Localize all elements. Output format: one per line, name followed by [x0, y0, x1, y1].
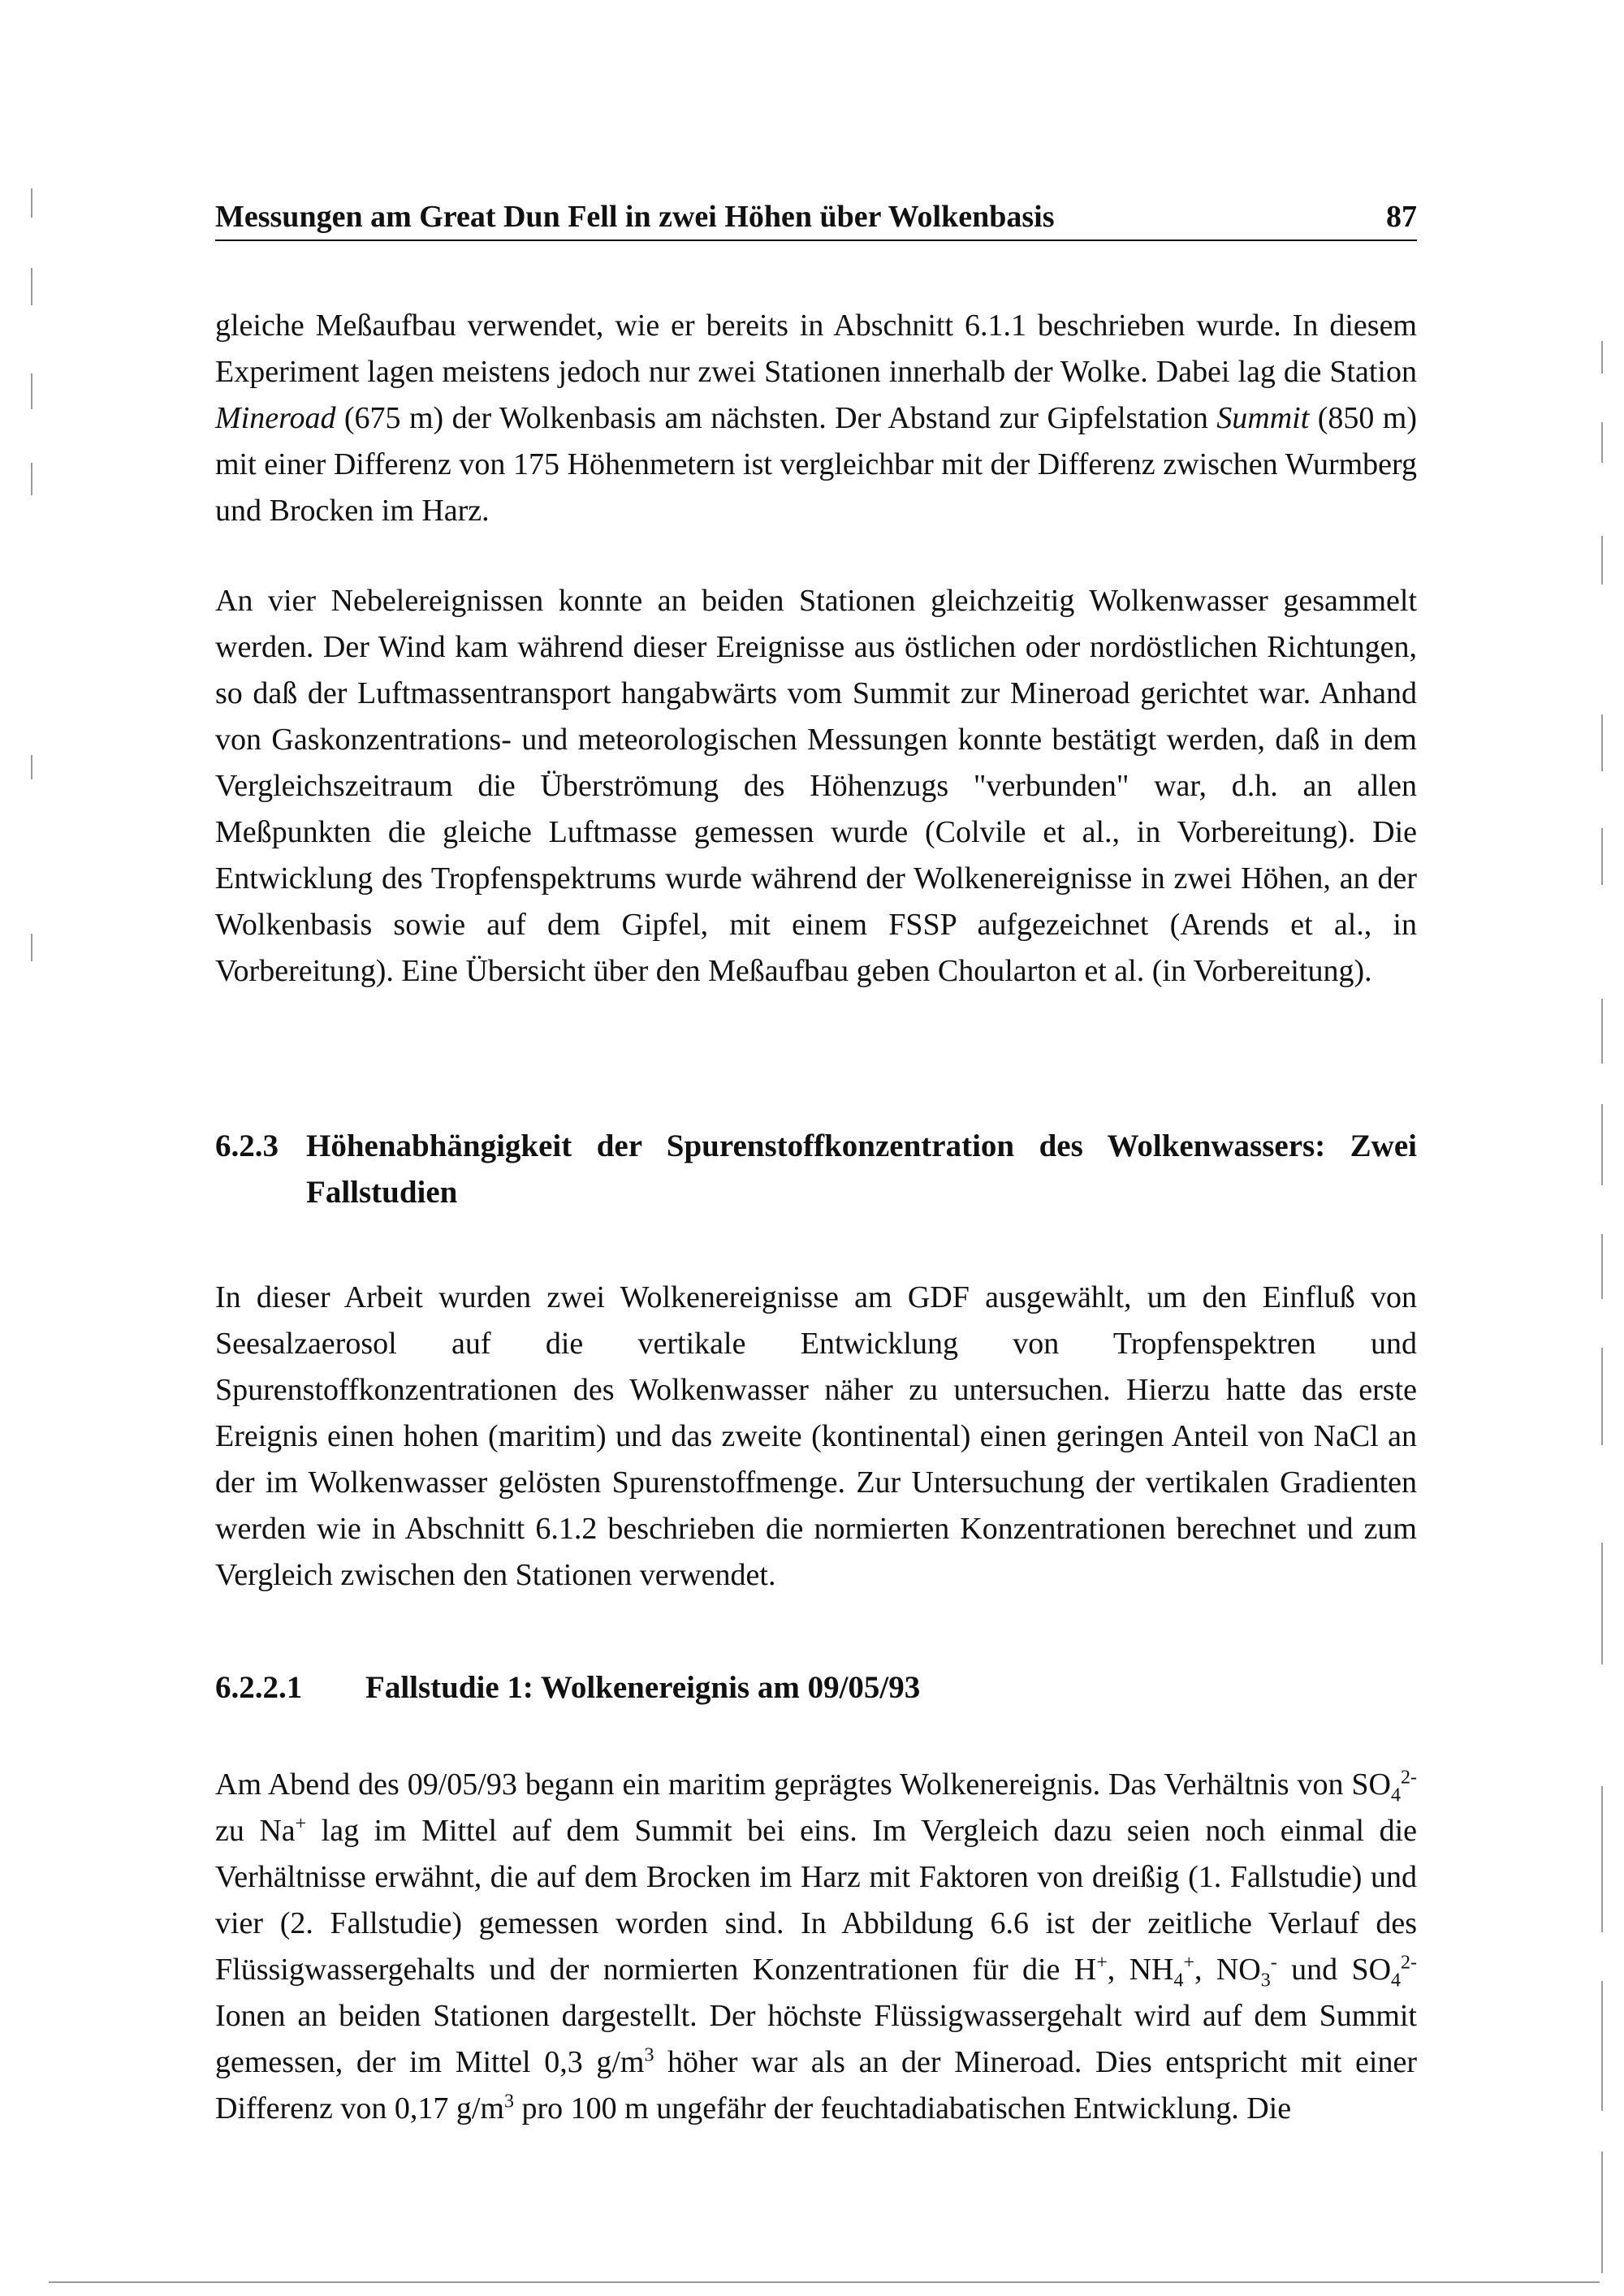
section-number: 6.2.3 — [215, 1129, 279, 1163]
paragraph-1-text-a: gleiche Meßaufbau verwendet, wie er bereits in Abschnitt 6.1.1 beschrieben wurde. In diesem Experiment lagen meistens jedoch nur zwei Stationen innerhalb der Wolke. Dabei lag die Station — [215, 309, 1417, 389]
scan-margin-line — [1601, 1981, 1603, 2111]
paragraph-1 — [215, 303, 1417, 534]
ammonium-charge: + — [1183, 1952, 1195, 1974]
paragraph-3: In dieser Arbeit wurden zwei Wolkenereignisse am GDF ausgewählt, um den Einfluß von Seesalzaerosol auf die vertikale Entwicklung von Tropfenspektren und Spurenstoffkonzentrationen des Wolkenwasser näher zu untersuchen. Hierzu hatte das erste Ereignis einen hohen (maritim) und das zweite (kontinental) einen geringen Anteil von NaCl an der im Wolkenwasser gelösten Spurenstoffmenge. Zur Untersuchung der vertikalen Gradienten werden wie in Abschnitt 6.1.2 beschrieben die normierten Konzentrationen berechnet und zum Vergleich zwischen den Stationen verwendet. — [215, 1280, 1417, 1592]
paragraph-1-text-c: (850 m) mit einer Differenz von 175 Höhenmetern ist vergleichbar mit der Differenz zwischen Wurmberg und Brocken im Harz. — [215, 401, 1417, 528]
scan-margin-line — [1601, 422, 1603, 463]
scan-margin-line — [1601, 714, 1603, 771]
subsection-number: 6.2.2.1 — [215, 1670, 303, 1705]
scan-margin-line — [31, 268, 32, 305]
sulfate-ion: $SO_4^{2-}$ — [1351, 1767, 1417, 1806]
scan-margin-line — [1601, 2151, 1603, 2273]
paragraph-4: Am Abend des 09/05/93 begann ein maritim geprägtes Wolkenereignis. Das Verhältnis von $SO_4^{2-}$ zu Na+ lag im Mittel auf dem Summit bei eins. Im Vergleich dazu seien noch einmal die Verhältnisse erwähnt, die auf dem Brocken im Harz mit Faktoren von dreißig (1. Fallstudie) und vier (2. Fallstudie) gemessen worden sind. In Abbildung 6.6 ist der zeitliche Verlauf des Flüssigwassergehalts und der normierten Konzentrationen für die H+, $NH_4^+$, $NO_3^-$ und $SO_4^{2-}$ Ionen an beiden Stationen dargestellt. Der höchste Flüssigwassergehalt wird auf dem Summit gemessen, der im Mittel 0,3 $g/m^3$ höher war als an der Mineroad. Dies entspricht mit einer Differenz von 0,17 $g/m^3$ pro 100 m ungefähr der feuchtadiabatischen Entwicklung. Die — [215, 1767, 1418, 2126]
sulfate-charge: 2- — [1401, 1952, 1418, 1974]
scan-margin-line — [1601, 1234, 1603, 1299]
scan-margin-line — [31, 463, 32, 495]
nitrate-subscript: 3 — [1260, 1970, 1271, 1992]
scan-margin-line — [1601, 1104, 1603, 1185]
sulfate-subscript: 4 — [1391, 1970, 1402, 1992]
unit-exponent: 3 — [504, 2091, 514, 2113]
section-heading-6-2-2-1 — [215, 1664, 1417, 1711]
paragraph-2: An vier Nebelereignissen konnte an beiden Stationen gleichzeitig Wolkenwasser gesammelt werden. Der Wind kam während dieser Ereignisse aus östlichen oder nordöstlichen Richtungen, so daß der Luftmassentransport hangabwärts vom Summit zur Mineroad gerichtet war. Anhand von Gaskonzentrations- und meteorologischen Messungen konnte bestätigt werden, daß in dem Vergleichszeitraum die Überströmung des Höhenzugs "verbunden" war, d.h. an allen Meßpunkten die gleiche Luftmasse gemessen wurde (Colvile et al., in Vorbereitung). Die Entwicklung des Tropfenspektrums wurde während der Wolkenereignisse in zwei Höhen, an der Wolkenbasis sowie auf dem Gipfel, mit einem FSSP aufgezeichnet (Arends et al., in Vorbereitung). Eine Übersicht über den Meßaufbau geben Choularton et al. (in Vorbereitung). — [215, 584, 1417, 988]
page-number: 87 — [1386, 200, 1417, 234]
proton-charge: + — [1096, 1952, 1108, 1974]
scan-bottom-line — [49, 2281, 1600, 2283]
scan-margin-line — [31, 188, 32, 218]
scan-margin-line — [1601, 1786, 1603, 1932]
subsection-title: Fallstudie 1: Wolkenereignis am 09/05/93 — [365, 1670, 921, 1705]
section-title: Höhenabhängigkeit der Spurenstoffkonzentration des Wolkenwassers: Zwei Fallstudien — [306, 1129, 1417, 1210]
nitrate-charge: - — [1270, 1952, 1277, 1974]
scan-margin-line — [31, 934, 32, 961]
running-header — [215, 199, 1417, 241]
scan-margin-line — [1601, 999, 1603, 1064]
unit-exponent: 3 — [644, 2044, 654, 2066]
scan-margin-line — [1601, 536, 1603, 585]
station-summit: Summit — [1216, 401, 1310, 435]
ammonium-subscript: 4 — [1173, 1970, 1184, 1992]
station-mineroad: Mineroad — [215, 401, 336, 435]
scan-margin-line — [1601, 828, 1603, 885]
paragraph-4-text-a: Am Abend des 09/05/93 begann ein maritim geprägtes Wolkenereignis. Das Verhältnis von — [215, 1767, 1352, 1802]
scan-margin-line — [1601, 1348, 1603, 1445]
scan-margin-line — [31, 755, 32, 779]
scan-margin-line — [1601, 1543, 1603, 1664]
sodium-charge: + — [295, 1813, 307, 1835]
scan-margin-line — [31, 373, 32, 409]
scan-margin-line — [1601, 341, 1603, 373]
section-heading-6-2-3 — [215, 1123, 1417, 1215]
header-title: Messungen am Great Dun Fell in zwei Höhen über Wolkenbasis — [215, 200, 1055, 234]
paragraph-1-text-b: (675 m) der Wolkenbasis am nächsten. Der Abstand zur Gipfelstation — [335, 401, 1217, 435]
